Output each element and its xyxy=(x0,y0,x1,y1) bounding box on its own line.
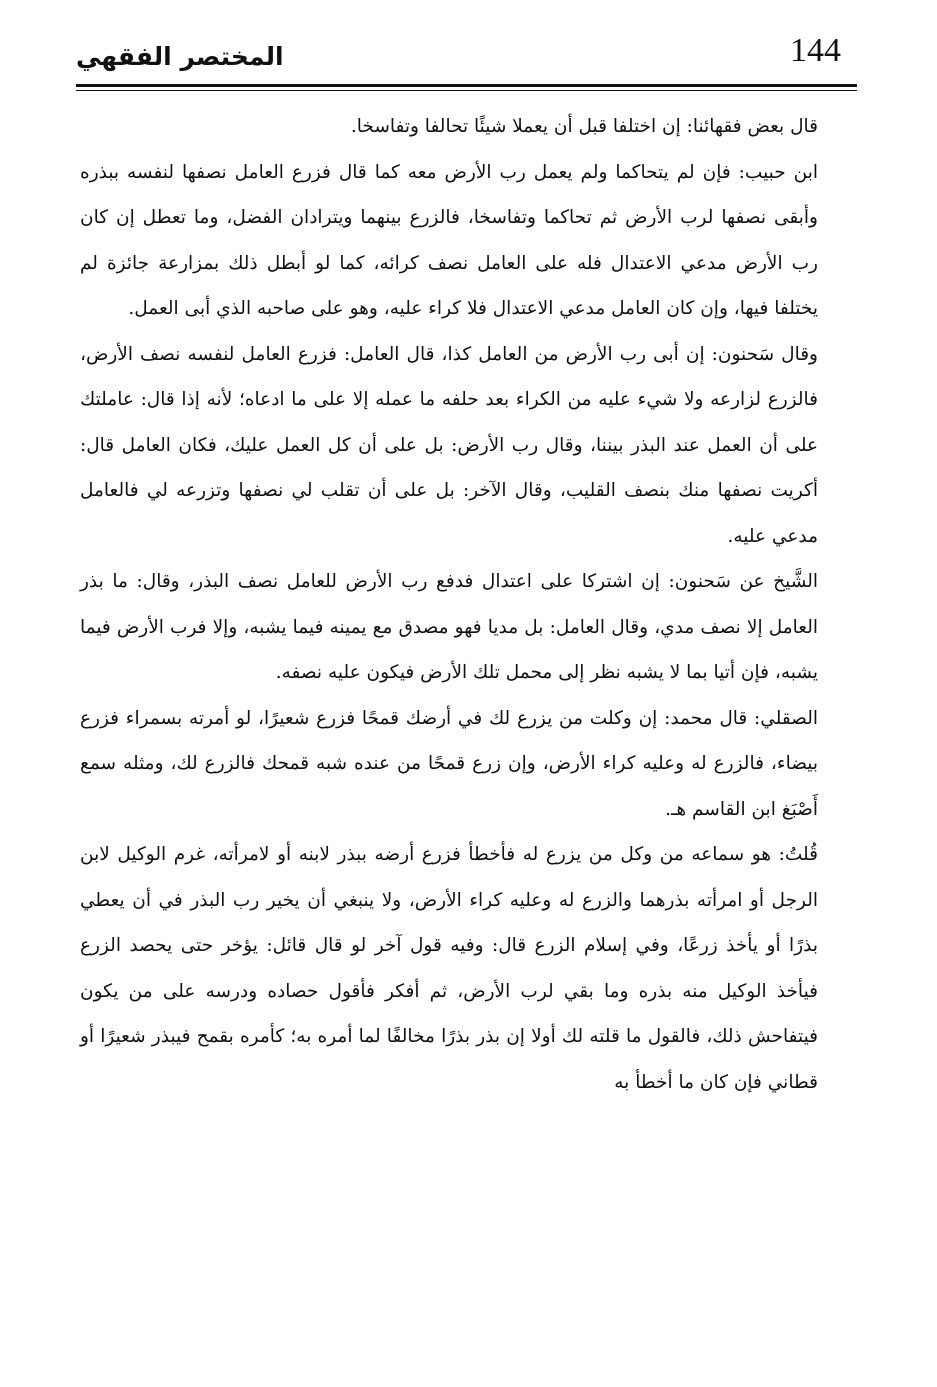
paragraph: الشَّيخ عن سَحنون: إن اشتركا على اعتدال فدفع رب الأرض للعامل نصف البذر، وقال: ما بذر العامل إلا نصف مدي، وقال العامل: بل مديا فهو مصدق مع يمينه فيما يشبه، وإلا فرب الأرض فيما يشبه، فإن أتيا بما لا يشبه نظر إلى محمل تلك الأرض فيكون عليه نصفه. xyxy=(80,571,818,683)
running-title: المختصر الفقهي xyxy=(76,42,284,71)
page-header xyxy=(76,28,857,86)
header-rule-thin xyxy=(76,90,857,91)
paragraph: قُلتُ: هو سماعه من وكل من يزرع له فأخطأ فزرع أرضه ببذر لابنه أو لامرأته، غرم الوكيل لابن الرجل أو امرأته بذرهما والزرع له وعليه كراء الأرض، ولا ينبغي أن يخير رب البذر في أن يعطي بذرًا أو يأخذ زرعًا، وفي إسلام الزرع قال: وفيه قول آخر لو قال قائل: يؤخر حتى يحصد الزرع فيأخذ الوكيل منه بذره وما بقي لرب الأرض، ثم أفكر فأقول حصاده ودرسه على من يكون فيتفاحش ذلك، فالقول ما قلته لك أولا إن بذر بذرًا مخالفًا لما أمره به؛ كأمره بقمح فيبذر شعيرًا أو قطاني فإن كان ما أخطأ به xyxy=(80,844,818,1093)
paragraph: ابن حبيب: فإن لم يتحاكما ولم يعمل رب الأرض معه كما قال فزرع العامل نصفها لنفسه ببذره وأبقى نصفها لرب الأرض ثم تحاكما وتفاسخا، فالزرع بينهما ويترادان الفضل، وما تعطل إن كان رب الأرض مدعي الاعتدال فله على العامل نصف كرائه، كما لو أبطل ذلك بمزارعة جائزة لم يختلفا فيها، وإن كان العامل مدعي الاعتدال فلا كراء عليه، وهو على صاحبه الذي أبى العمل. xyxy=(80,161,818,319)
paragraph: الصقلي: قال محمد: إن وكلت من يزرع لك في أرضك قمحًا فزرع شعيرًا، لو أمرته بسمراء فزرع بيضاء، فالزرع له وعليه كراء الأرض، وإن زرع قمحًا من عنده شبه قمحك فالزرع لك، ومثله سمع أَصْبَغ ابن القاسم هـ. xyxy=(80,707,818,820)
paragraph: وقال سَحنون: إن أبى رب الأرض من العامل كذا، قال العامل: فزرع العامل لنفسه نصف الأرض، فالزرع لزارعه ولا شيء عليه من الكراء بعد حلفه ما عمله إلا على ما ادعاه؛ لأنه إذا قال: عاملتك على أن العمل عند البذر بيننا، وقال رب الأرض: بل على أن كل العمل عليك، فكان العامل قال: أكريت نصفها منك بنصف القليب، وقال الآخر: بل على أن تقلب لي نصفها وتزرعه لي فالعامل مدعي عليه. xyxy=(80,343,818,547)
page-number: 144 xyxy=(790,32,841,69)
paragraph: قال بعض فقهائنا: إن اختلفا قبل أن يعملا شيئًا تحالفا وتفاسخا. xyxy=(350,116,818,137)
body-text xyxy=(80,104,858,1105)
header-rule xyxy=(76,84,857,87)
